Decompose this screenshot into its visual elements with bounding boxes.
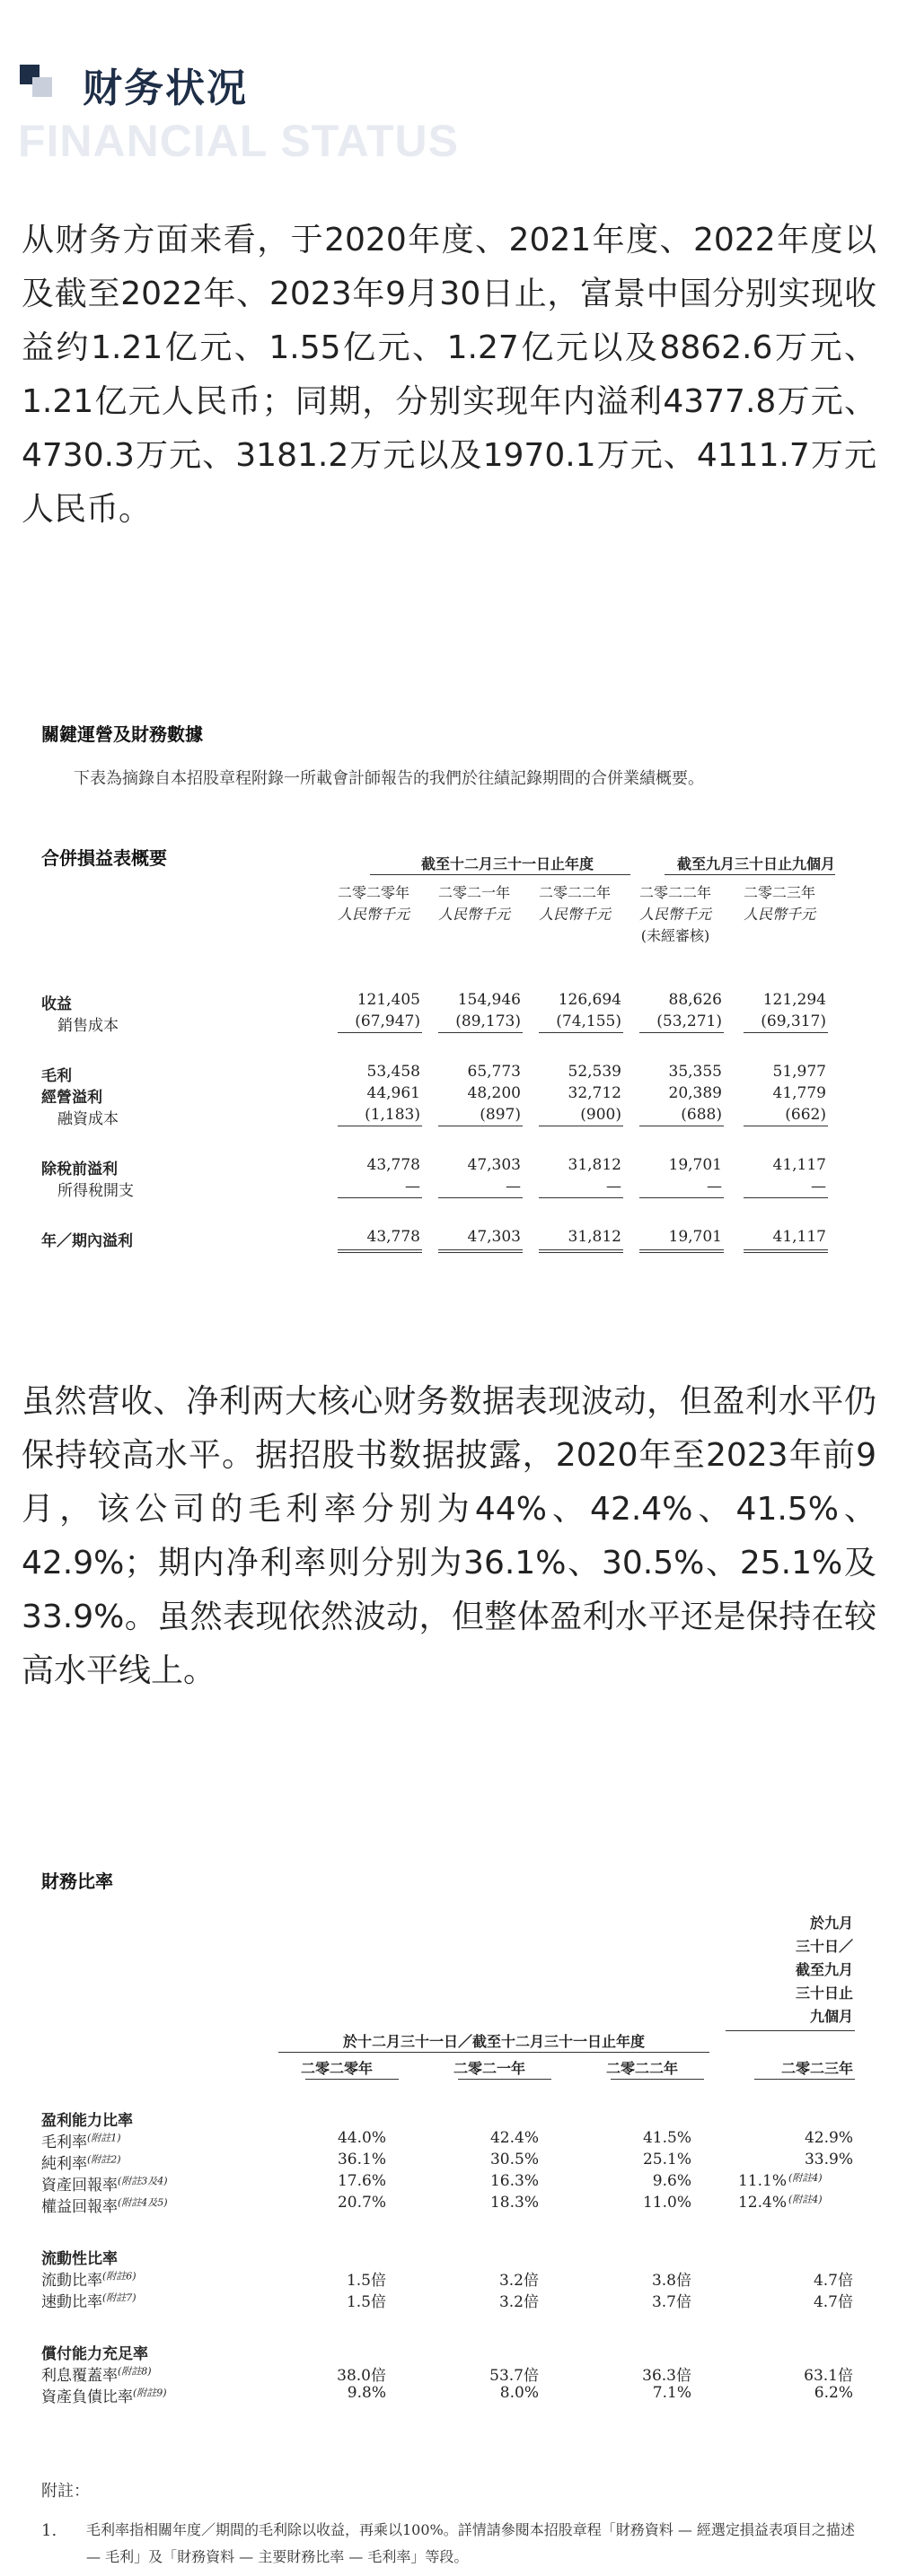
income-table-title: 合併損益表概要: [41, 847, 167, 869]
income-column-year: 二零二一年: [437, 884, 510, 901]
income-column-unit: 人民幣千元: [437, 906, 510, 923]
income-total-rule: [438, 1249, 523, 1250]
ratio-cell: 11.0%: [642, 2194, 691, 2212]
ratio-row-name: 資產回報率: [41, 2177, 118, 2195]
ratio-cell: 36.1%: [337, 2151, 386, 2169]
ratio-row-label: [41, 2362, 152, 2385]
income-cell: 43,778: [366, 1156, 420, 1174]
ratio-group-title: 償付能力充足率: [41, 2345, 148, 2363]
ratio-column-rule: [611, 2079, 704, 2080]
income-cell: 43,778: [366, 1228, 420, 1246]
ratio-cell: 16.3%: [489, 2172, 539, 2190]
income-cell: —: [405, 1178, 420, 1196]
income-subtotal-rule: [338, 1032, 422, 1033]
income-subtotal-rule: [744, 1032, 828, 1033]
note-1-text: 毛利率指相關年度／期間的毛利除以收益，再乘以100%。詳情請參閱本招股章程「財務資料 — 經選定損益表項目之描述 — 毛利」及「財務資料 — 主要財務比率 — 毛利率」等段。: [86, 2521, 855, 2565]
income-cell: 121,405: [357, 991, 420, 1009]
ratio-group-title: 盈利能力比率: [41, 2112, 133, 2130]
income-total-rule: [639, 1249, 724, 1250]
ratio-right-header-line: 於九月: [809, 1914, 853, 1932]
key-data-heading: 關鍵運營及財務數據: [41, 723, 203, 745]
income-cell: 47,303: [467, 1156, 521, 1174]
income-total-rule: [744, 1252, 828, 1253]
income-cell: —: [506, 1178, 521, 1196]
ratio-row-name: 毛利率: [41, 2134, 87, 2151]
income-statement-excerpt: [0, 709, 898, 1319]
income-cell: (688): [681, 1106, 722, 1124]
ratio-cell-note-ref: (附註4): [788, 2194, 823, 2205]
income-column-unit: 人民幣千元: [538, 906, 611, 923]
income-row-label: 所得稅開支: [57, 1182, 134, 1200]
ratio-cell: 12.4%: [737, 2194, 787, 2212]
ratio-cell: 9.6%: [652, 2172, 691, 2190]
income-row-label: 毛利: [41, 1067, 72, 1085]
ratio-row-note-ref: (附註6): [102, 2270, 136, 2282]
ratio-row-name: 純利率: [41, 2155, 87, 2173]
income-row-label: 銷售成本: [57, 1017, 119, 1035]
ratio-row-note-ref: (附註2): [87, 2153, 121, 2166]
income-total-rule: [338, 1252, 422, 1253]
income-cell: —: [811, 1178, 826, 1196]
income-cell: 44,961: [366, 1084, 420, 1102]
income-cell: —: [707, 1178, 722, 1196]
ratio-row-label: [41, 2151, 121, 2173]
ratio-cell: 3.8倍: [651, 2272, 691, 2290]
income-cell: 19,701: [668, 1156, 722, 1174]
ratio-cell: 17.6%: [337, 2172, 386, 2190]
income-cell: 41,779: [772, 1084, 826, 1102]
ratio-cell: 1.5倍: [346, 2293, 386, 2311]
ratio-row-label: [41, 2384, 167, 2406]
income-group1-rule: [370, 874, 630, 875]
income-column-unit: 人民幣千元: [743, 906, 815, 923]
income-cell: (53,271): [656, 1012, 722, 1030]
ratio-right-rule: [726, 2030, 855, 2031]
ratio-right-header-line: 三十日／: [795, 1938, 853, 1955]
ratio-cell: 53.7倍: [489, 2367, 539, 2385]
financial-ratios-excerpt: [0, 1849, 898, 2567]
income-cell: (74,155): [556, 1012, 621, 1030]
income-group1-header: 截至十二月三十一日止年度: [420, 855, 594, 872]
income-cell: (89,173): [455, 1012, 521, 1030]
ratio-row-note-ref: (附註4及5): [118, 2196, 168, 2209]
income-cell: 88,626: [668, 991, 722, 1009]
ratio-cell: 18.3%: [489, 2194, 539, 2212]
income-column-year: 二零二二年: [538, 884, 611, 901]
income-cell: 51,977: [772, 1063, 826, 1081]
income-row-label: 融資成本: [57, 1110, 119, 1128]
ratio-cell: 3.2倍: [498, 2272, 539, 2290]
ratio-cell: 7.1%: [652, 2384, 691, 2402]
income-total-rule: [539, 1252, 623, 1253]
ratio-row-note-ref: (附註8): [118, 2365, 152, 2378]
ratio-row-label: [41, 2194, 168, 2216]
ratio-row-label: [41, 2289, 136, 2311]
ratio-cell: 9.8%: [347, 2384, 386, 2402]
income-cell: (897): [480, 1106, 521, 1124]
income-row-label: 年／期內溢利: [41, 1232, 133, 1250]
ratio-row-name: 權益回報率: [41, 2198, 118, 2216]
income-cell: (67,947): [355, 1012, 420, 1030]
income-subtotal-rule: [438, 1197, 523, 1198]
income-subtotal-rule: [338, 1197, 422, 1198]
income-subtotal-rule: [539, 1197, 623, 1198]
income-cell: (900): [580, 1106, 621, 1124]
income-column-unit: 人民幣千元: [638, 906, 711, 923]
income-total-rule: [639, 1252, 724, 1253]
note-1-number: 1.: [41, 2521, 57, 2540]
income-cell: 35,355: [668, 1063, 722, 1081]
ratio-column-year: 二零二三年: [780, 2060, 853, 2077]
ratio-row-note-ref: (附註9): [133, 2387, 167, 2399]
article-paragraph-1: 从财务方面来看，于2020年度、2021年度、2022年度以及截至2022年、2023年9月30日止，富景中国分别实现收益约1.21亿元、1.55亿元、1.27亿元以及8862.6万元、1.21亿元人民币；同期，分别实现年内溢利4377.8万元、4730.3万元、3181.2万元以及1970.1万元、4111.7万元人民币。: [22, 222, 876, 528]
income-unaudited-label: (未經審核): [640, 927, 710, 944]
ratio-cell: 11.1%: [737, 2172, 787, 2190]
ratio-cell: 30.5%: [489, 2151, 539, 2169]
income-cell: —: [606, 1178, 621, 1196]
income-subtotal-rule: [744, 1197, 828, 1198]
ratio-column-year: 二零二一年: [453, 2060, 525, 2077]
income-column-unit: 人民幣千元: [337, 906, 409, 923]
income-cell: 65,773: [467, 1063, 521, 1081]
income-cell: 53,458: [366, 1063, 420, 1081]
income-subtotal-rule: [639, 1197, 724, 1198]
ratio-cell: 4.7倍: [813, 2293, 853, 2311]
income-cell: 20,389: [668, 1084, 722, 1102]
income-column-year: 二零二二年: [638, 884, 711, 901]
ratio-cell: 4.7倍: [813, 2272, 853, 2290]
header-square-light: [32, 77, 52, 97]
income-row-label: 除稅前溢利: [41, 1161, 118, 1178]
income-cell: 47,303: [467, 1228, 521, 1246]
income-total-rule: [539, 1249, 623, 1250]
income-cell: 52,539: [568, 1063, 621, 1081]
income-group2-header: 截至九月三十日止九個月: [676, 855, 835, 872]
ratio-group-rule: [278, 2052, 709, 2053]
article-paragraph-2: 虽然营收、净利两大核心财务数据表现波动，但盈利水平仍保持较高水平。据招股书数据披露，2020年至2023年前9月，该公司的毛利率分别为44%、42.4%、41.5%、42.9%；期内净利率则分别为36.1%、30.5%、25.1%及33.9%。虽然表现依然波动，但整体盈利水平还是保持在较高水平线上。: [22, 1383, 876, 1689]
income-cell: 48,200: [467, 1084, 521, 1102]
income-intro-text: 下表為摘錄自本招股章程附錄一所載會計師報告的我們於往績記錄期間的合併業績概要。: [74, 769, 704, 788]
ratio-row-name: 資產負債比率: [41, 2388, 133, 2406]
ratio-row-label: [41, 2267, 136, 2290]
ratio-cell: 6.2%: [814, 2384, 853, 2402]
ratio-group-title: 流動性比率: [41, 2250, 118, 2268]
income-row-label: 收益: [41, 995, 72, 1013]
income-total-rule: [438, 1252, 523, 1253]
ratio-cell: 20.7%: [337, 2194, 386, 2212]
income-cell: 41,117: [772, 1228, 826, 1246]
income-subtotal-rule: [539, 1032, 623, 1033]
ratio-cell: 36.3倍: [642, 2367, 691, 2385]
ratio-right-header-line: 截至九月: [795, 1961, 853, 1978]
income-cell: (69,317): [761, 1012, 826, 1030]
ratio-row-note-ref: (附註3及4): [118, 2175, 168, 2187]
ratios-heading: 財務比率: [41, 1871, 113, 1892]
income-column-year: 二零二零年: [337, 884, 409, 901]
section-title: 财务状况: [83, 66, 248, 111]
ratio-row-name: 利息覆蓋率: [41, 2367, 118, 2385]
ratio-row-note-ref: (附註1): [87, 2132, 121, 2144]
ratio-row-name: 流動比率: [41, 2272, 102, 2290]
ratio-right-header-line: 九個月: [809, 2008, 853, 2025]
ratio-cell: 41.5%: [642, 2129, 691, 2147]
income-cell: 41,117: [772, 1156, 826, 1174]
ratio-cell: 3.7倍: [651, 2293, 691, 2311]
income-subtotal-rule: [639, 1032, 724, 1033]
income-subtotal-rule: [438, 1032, 523, 1033]
ratio-right-header-line: 三十日止: [795, 1985, 853, 2002]
ratio-column-year: 二零二零年: [300, 2060, 373, 2077]
income-cell: 126,694: [558, 991, 621, 1009]
ratio-cell: 8.0%: [499, 2384, 539, 2402]
ratio-cell: 33.9%: [804, 2151, 853, 2169]
ratio-column-year: 二零二二年: [605, 2060, 678, 2077]
income-total-rule: [744, 1249, 828, 1250]
ratio-cell: 38.0倍: [337, 2367, 386, 2385]
ratio-cell: 1.5倍: [346, 2272, 386, 2290]
ratio-row-label: [41, 2129, 121, 2151]
income-cell: (662): [785, 1106, 826, 1124]
ratio-row-name: 速動比率: [41, 2293, 102, 2311]
ratio-column-rule: [754, 2079, 855, 2080]
income-column-year: 二零二三年: [743, 884, 815, 901]
ratio-column-rule: [305, 2079, 399, 2080]
ratio-cell: 44.0%: [337, 2129, 386, 2147]
ratio-cell-note-ref: (附註4): [788, 2172, 823, 2184]
notes-title: 附註：: [41, 2482, 90, 2501]
income-cell: 32,712: [568, 1084, 621, 1102]
income-total-rule: [338, 1249, 422, 1250]
ratio-row-label: [41, 2172, 168, 2195]
ratio-cell: 63.1倍: [804, 2367, 853, 2385]
section-subtitle: FINANCIAL STATUS: [18, 116, 459, 166]
income-group2-rule: [665, 874, 835, 875]
ratio-row-note-ref: (附註7): [102, 2291, 136, 2304]
ratio-cell: 42.9%: [804, 2129, 853, 2147]
income-row-label: 經營溢利: [41, 1089, 102, 1107]
ratio-column-rule: [458, 2079, 551, 2080]
ratio-group-header: 於十二月三十一日／截至十二月三十一日止年度: [342, 2033, 645, 2050]
ratio-cell: 3.2倍: [498, 2293, 539, 2311]
income-cell: 31,812: [568, 1156, 621, 1174]
income-cell: 121,294: [762, 991, 826, 1009]
ratio-cell: 25.1%: [642, 2151, 691, 2169]
income-cell: 154,946: [457, 991, 521, 1009]
income-cell: 19,701: [668, 1228, 722, 1246]
income-cell: 31,812: [568, 1228, 621, 1246]
income-cell: (1,183): [365, 1106, 420, 1124]
ratio-cell: 42.4%: [489, 2129, 539, 2147]
